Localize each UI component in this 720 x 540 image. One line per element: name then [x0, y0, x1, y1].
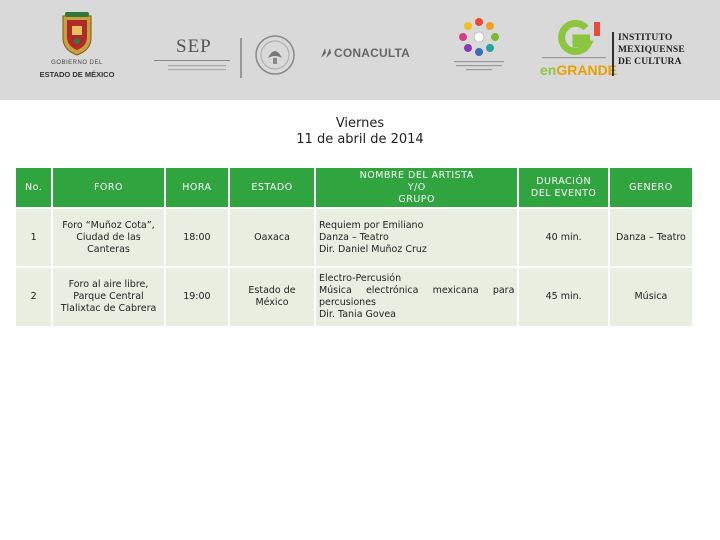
header-estado: ESTADO [230, 168, 314, 207]
cell-foro: Foro al aire libre, Parque Central Tlalixtac de Cabrera [53, 268, 163, 326]
cell-no: 2 [16, 268, 51, 326]
header-genero: GENERO [610, 168, 692, 207]
header-foro: FORO [53, 168, 163, 207]
imc-line-3: DE CULTURA [618, 57, 682, 67]
schedule-table [14, 166, 694, 328]
cell-estado: Estado de México [230, 268, 314, 326]
table-row [16, 209, 692, 266]
sep-divider [154, 60, 230, 61]
logo-banner [0, 0, 720, 100]
event-date: 11 de abril de 2014 [296, 132, 424, 147]
engrande-wordmark: enGRANDE [540, 62, 618, 78]
imc-logo [612, 32, 692, 76]
header-artista: NOMBRE DEL ARTISTA Y/O GRUPO [316, 168, 518, 207]
header-hora: HORA [166, 168, 228, 207]
cell-hora: 19:00 [166, 268, 228, 326]
cell-artista: Requiem por Emiliano Danza – Teatro Dir. Daniel Muñoz Cruz [316, 209, 518, 266]
event-day: Viernes [335, 116, 385, 131]
edomex-text-line1: GOBIERNO DEL [51, 60, 103, 66]
cell-artista: Electro-Percusión Música electrónica mexicana para percusiones Dir. Tania Govea [316, 268, 518, 326]
imc-line-2: MEXIQUENSE [618, 45, 685, 55]
sep-wordmark: SEP [176, 36, 212, 57]
conaculta-mark-icon [320, 47, 332, 59]
cell-no: 1 [16, 209, 51, 266]
engrande-logo [536, 20, 618, 82]
sep-subtitle-icon [166, 64, 230, 72]
imc-line-1: INSTITUTO [618, 33, 673, 43]
header-duracion: DURACIÓN DEL EVENTO [519, 168, 607, 207]
cell-foro: Foro “Muñoz Cota”, Ciudad de las Canteras [53, 209, 163, 266]
festival-logo [448, 16, 510, 80]
logo-divider [240, 38, 242, 78]
table-row [16, 268, 692, 326]
festival-caption-icon [448, 60, 510, 72]
engrande-caption-icon [536, 56, 612, 60]
sep-logo [152, 36, 232, 80]
cell-genero: Danza – Teatro [610, 209, 692, 266]
mexico-coat-of-arms-icon [254, 34, 296, 76]
cell-duracion: 40 min. [519, 209, 607, 266]
cell-hora: 18:00 [166, 209, 228, 266]
edomex-logo [30, 12, 124, 84]
cell-genero: Música [610, 268, 692, 326]
conaculta-logo [320, 46, 416, 62]
edomex-crest-icon [59, 12, 95, 56]
cell-duracion: 45 min. [519, 268, 607, 326]
cell-estado: Oaxaca [230, 209, 314, 266]
edomex-text-line2: ESTADO DE MÉXICO [39, 70, 115, 79]
flower-icon [448, 16, 510, 60]
header-no: No. [16, 168, 51, 207]
table-header-row [16, 168, 692, 207]
conaculta-wordmark: CONACULTA [334, 46, 411, 60]
g-mark-icon [536, 20, 612, 56]
